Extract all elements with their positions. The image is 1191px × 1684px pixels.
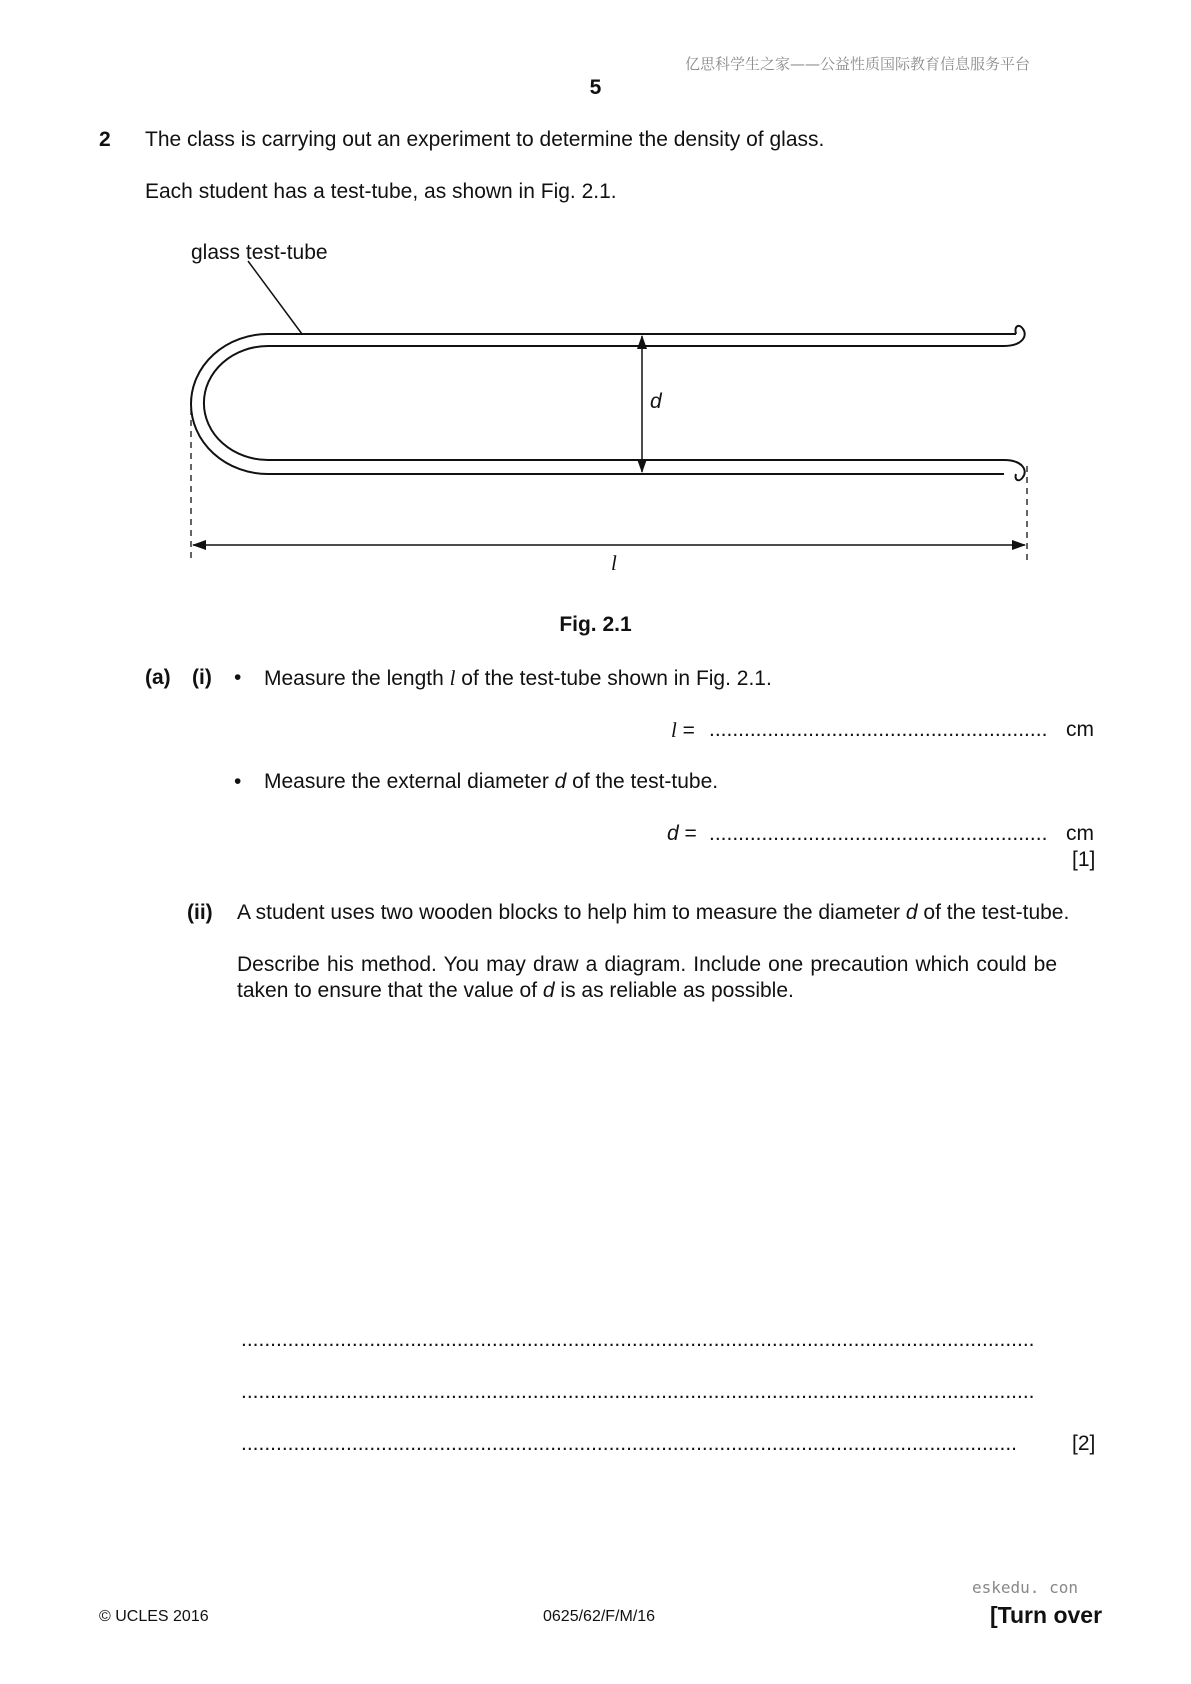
label-glass-test-tube: glass test-tube (191, 241, 328, 264)
question-setup: Each student has a test-tube, as shown in Fig. 2.1. (145, 180, 617, 203)
part-a-label: (a) (145, 666, 171, 689)
marks-1: [1] (1072, 848, 1096, 871)
bullet-2: • (234, 770, 242, 793)
tube-outer-wall (191, 334, 1016, 474)
tube-rim-bottom (1004, 460, 1025, 480)
answer-l-field[interactable]: .......................................................... (709, 718, 1048, 741)
page-number: 5 (589, 76, 602, 99)
answer-line-2[interactable]: ........................................................................................................................................ (241, 1380, 1035, 1403)
answer-d-field[interactable]: .......................................................... (709, 822, 1048, 845)
tube-rim-top (1004, 326, 1025, 346)
label-l: l (611, 551, 617, 575)
footer-copyright: © UCLES 2016 (99, 1608, 209, 1625)
unit-cm-l: cm (1066, 718, 1094, 741)
answer-line-1[interactable]: ........................................................................................................................................ (241, 1328, 1035, 1351)
unit-cm-d: cm (1066, 822, 1094, 845)
part-a-i-label: (i) (192, 666, 212, 689)
label-d: d (650, 390, 662, 413)
label-leader-line (248, 261, 302, 334)
part-a-ii-text: A student uses two wooden blocks to help him to measure the diameter d of the test-tube. (237, 901, 1070, 924)
question-number: 2 (99, 128, 111, 151)
figure-caption: Fig. 2.1 (559, 613, 632, 636)
watermark-text: 亿思科学生之家——公益性质国际教育信息服务平台 (685, 55, 1031, 73)
part-a-ii-label: (ii) (187, 901, 213, 924)
tube-inner-wall (204, 346, 1004, 460)
answer-line-3[interactable]: ..................................................................................................................................... (241, 1432, 1017, 1455)
describe-line-2: taken to ensure that the value of d is as reliable as possible. (237, 979, 794, 1002)
bullet-1-text: Measure the length l of the test-tube shown in Fig. 2.1. (264, 666, 772, 690)
turn-over-label: [Turn over (990, 1602, 1103, 1628)
describe-line-1: Describe his method. You may draw a diagram. Include one precaution which could be (237, 953, 1058, 976)
answer-d-label: d = (667, 822, 697, 845)
test-tube-diagram (0, 0, 1191, 620)
footer-paper-code: 0625/62/F/M/16 (543, 1608, 656, 1625)
site-watermark: eskedu. con (972, 1578, 1078, 1597)
bullet-1: • (234, 666, 242, 689)
question-intro: The class is carrying out an experiment to determine the density of glass. (145, 128, 825, 151)
marks-2: [2] (1072, 1432, 1096, 1455)
answer-l-label: l = (671, 718, 695, 742)
bullet-2-text: Measure the external diameter d of the test-tube. (264, 770, 719, 793)
